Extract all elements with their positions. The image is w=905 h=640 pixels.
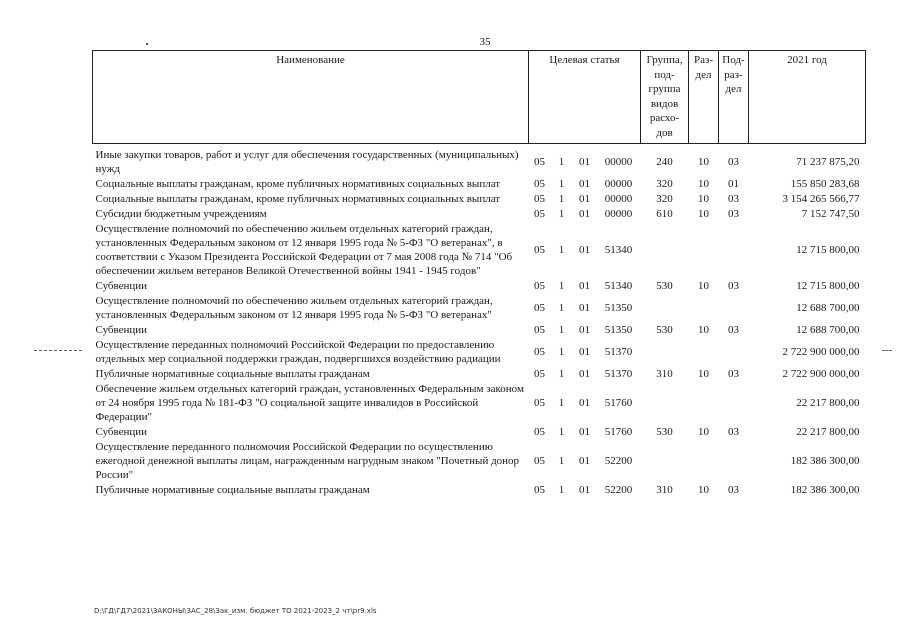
row-expense-group <box>641 293 689 322</box>
row-amount: 12 688 700,00 <box>796 301 860 314</box>
row-code-main-activity: 01 <box>579 207 590 220</box>
table-row <box>93 147 866 176</box>
row-amount: 12 715 800,00 <box>796 243 860 256</box>
row-expense-group: 320 <box>656 192 673 205</box>
row-subsection <box>719 221 749 278</box>
table-row <box>93 439 866 482</box>
header-target-article: Целевая статья <box>529 51 641 144</box>
table-row <box>93 278 866 293</box>
row-subsection: 03 <box>728 192 739 205</box>
row-code-main-activity: 01 <box>579 425 590 438</box>
row-code-direction: 51760 <box>604 425 633 438</box>
row-expense-group: 320 <box>656 177 673 190</box>
row-name: Социальные выплаты гражданам, кроме публичных нормативных социальных выплат <box>95 192 501 205</box>
row-code-main-activity: 01 <box>579 396 590 409</box>
row-expense-group: 310 <box>656 367 673 380</box>
row-code-direction: 00000 <box>604 155 633 168</box>
row-code-main-activity: 01 <box>579 279 590 292</box>
row-name: Иные закупки товаров, работ и услуг для обеспечения государственных (муниципальных) нужд <box>95 148 519 175</box>
row-subsection <box>719 293 749 322</box>
row-code-direction: 51370 <box>604 345 633 358</box>
budget-table <box>92 50 866 497</box>
row-code-program: 05 <box>534 301 545 314</box>
row-amount: 2 722 900 000,00 <box>782 367 860 380</box>
row-code-main-activity: 01 <box>579 155 590 168</box>
row-code-subprogram: 1 <box>558 483 565 496</box>
row-expense-group <box>641 221 689 278</box>
row-subsection: 03 <box>728 155 739 168</box>
row-subsection <box>719 337 749 366</box>
row-code-subprogram: 1 <box>558 301 565 314</box>
file-path-footer: D:\ГД\ГД7\2021\ЗАКОНЫ\ЗАС_28\Зак_изм. бюджет ТО 2021-2023_2 чт\pr9.xls <box>94 607 377 615</box>
row-code-main-activity: 01 <box>579 192 590 205</box>
row-code-subprogram: 1 <box>558 192 565 205</box>
row-code-direction: 51350 <box>604 301 633 314</box>
row-code-direction: 51350 <box>604 323 633 336</box>
row-expense-group: 240 <box>656 155 673 168</box>
page-number: 35 <box>479 36 491 48</box>
row-subsection: 03 <box>728 483 739 496</box>
row-code-program: 05 <box>534 367 545 380</box>
row-amount: 182 386 300,00 <box>790 483 860 496</box>
row-name: Осуществление переданного полномочия Российской Федерации по осуществлению ежегодной денежной выплаты лицам, награжденным нагрудным знаком "Почетный донор России" <box>95 440 520 481</box>
table-row <box>93 206 866 221</box>
row-name: Субсидии бюджетным учреждениям <box>95 207 267 220</box>
row-expense-group: 530 <box>656 279 673 292</box>
row-section: 10 <box>698 177 709 190</box>
row-section <box>689 381 719 424</box>
row-code-program: 05 <box>534 396 545 409</box>
row-name: Осуществление полномочий по обеспечению жильем отдельных категорий граждан, установленных Федеральным законом от 12 января 1995 года № 5-ФЗ "О ветеранах", в соответствии с Указом Президента Российской Федерации от 7 мая 2008 года № 714 "Об обеспечении жильем ветеранов Великой Отечественной войны 1941 - 1945 годов" <box>95 222 513 277</box>
row-code-main-activity: 01 <box>579 483 590 496</box>
row-code-direction: 00000 <box>604 207 633 220</box>
row-code-main-activity: 01 <box>579 323 590 336</box>
row-amount: 22 217 800,00 <box>796 425 860 438</box>
row-amount: 7 152 747,50 <box>801 207 860 220</box>
row-name: Социальные выплаты гражданам, кроме публичных нормативных социальных выплат <box>95 177 501 190</box>
row-section <box>689 221 719 278</box>
row-subsection: 03 <box>728 425 739 438</box>
row-name: Субвенции <box>95 323 148 336</box>
row-expense-group <box>641 337 689 366</box>
row-amount: 3 154 265 566,77 <box>782 192 860 205</box>
row-code-direction: 51760 <box>604 396 633 409</box>
row-amount: 22 217 800,00 <box>796 396 860 409</box>
row-section: 10 <box>698 207 709 220</box>
table-header <box>93 51 866 144</box>
row-amount: 155 850 283,68 <box>790 177 860 190</box>
table-row <box>93 293 866 322</box>
table-row <box>93 482 866 497</box>
row-subsection: 03 <box>728 323 739 336</box>
row-code-subprogram: 1 <box>558 243 565 256</box>
row-name: Публичные нормативные социальные выплаты гражданам <box>95 367 370 380</box>
row-amount: 182 386 300,00 <box>790 454 860 467</box>
row-name: Обеспечение жильем отдельных категорий граждан, установленных Федеральным законом от 24 ноября 1995 года № 181-ФЗ "О социальной защите инвалидов в Российской Федерации" <box>95 382 524 423</box>
row-name: Осуществление переданных полномочий Российской Федерации по предоставлению отдельных мер социальной поддержки граждан, подвергшихся воздействию радиации <box>95 338 501 365</box>
header-year: 2021 год <box>749 51 866 144</box>
row-code-subprogram: 1 <box>558 155 565 168</box>
row-expense-group: 530 <box>656 323 673 336</box>
row-code-direction: 52200 <box>604 483 633 496</box>
table-row <box>93 424 866 439</box>
row-code-direction: 51340 <box>604 279 633 292</box>
row-name: Публичные нормативные социальные выплаты гражданам <box>95 483 370 496</box>
row-code-program: 05 <box>534 454 545 467</box>
row-section <box>689 337 719 366</box>
row-code-main-activity: 01 <box>579 367 590 380</box>
row-subsection: 01 <box>728 177 739 190</box>
row-subsection: 03 <box>728 207 739 220</box>
row-section: 10 <box>698 279 709 292</box>
row-expense-group <box>641 381 689 424</box>
row-code-program: 05 <box>534 177 545 190</box>
row-code-direction: 00000 <box>604 192 633 205</box>
row-code-main-activity: 01 <box>579 177 590 190</box>
row-code-subprogram: 1 <box>558 367 565 380</box>
row-code-direction: 51340 <box>604 243 633 256</box>
row-code-direction: 52200 <box>604 454 633 467</box>
table-row <box>93 381 866 424</box>
row-code-program: 05 <box>534 345 545 358</box>
table-row <box>93 337 866 366</box>
scan-dash-left <box>34 350 82 351</box>
row-amount: 71 237 875,20 <box>796 155 860 168</box>
row-code-direction: 51370 <box>604 367 633 380</box>
row-code-main-activity: 01 <box>579 454 590 467</box>
row-subsection <box>719 439 749 482</box>
row-code-main-activity: 01 <box>579 243 590 256</box>
row-code-subprogram: 1 <box>558 323 565 336</box>
row-expense-group: 530 <box>656 425 673 438</box>
row-code-program: 05 <box>534 425 545 438</box>
row-subsection: 03 <box>728 279 739 292</box>
table-row <box>93 191 866 206</box>
table-body <box>93 143 866 497</box>
row-section: 10 <box>698 367 709 380</box>
row-expense-group <box>641 439 689 482</box>
table-row <box>93 322 866 337</box>
header-name: Наименование <box>93 51 529 144</box>
row-code-subprogram: 1 <box>558 177 565 190</box>
row-code-program: 05 <box>534 207 545 220</box>
row-section: 10 <box>698 483 709 496</box>
row-code-subprogram: 1 <box>558 279 565 292</box>
row-amount: 2 722 900 000,00 <box>782 345 860 358</box>
row-code-subprogram: 1 <box>558 454 565 467</box>
scan-speck <box>146 43 148 45</box>
row-section: 10 <box>698 192 709 205</box>
header-group: Группа, под- группа видов расхо- дов <box>641 51 689 144</box>
table-row <box>93 221 866 278</box>
row-expense-group: 610 <box>656 207 673 220</box>
row-section: 10 <box>698 155 709 168</box>
header-section: Раз- дел <box>689 51 719 144</box>
row-section <box>689 293 719 322</box>
row-name: Субвенции <box>95 425 148 438</box>
row-name: Субвенции <box>95 279 148 292</box>
row-code-direction: 00000 <box>604 177 633 190</box>
row-code-program: 05 <box>534 155 545 168</box>
row-code-program: 05 <box>534 192 545 205</box>
header-subsection: Под- раз- дел <box>719 51 749 144</box>
row-section: 10 <box>698 323 709 336</box>
row-amount: 12 715 800,00 <box>796 279 860 292</box>
table-row <box>93 176 866 191</box>
row-section <box>689 439 719 482</box>
row-code-program: 05 <box>534 483 545 496</box>
row-code-subprogram: 1 <box>558 425 565 438</box>
row-code-main-activity: 01 <box>579 301 590 314</box>
row-code-program: 05 <box>534 323 545 336</box>
row-code-program: 05 <box>534 243 545 256</box>
table-row <box>93 366 866 381</box>
row-amount: 12 688 700,00 <box>796 323 860 336</box>
row-code-program: 05 <box>534 279 545 292</box>
row-subsection: 03 <box>728 367 739 380</box>
row-subsection <box>719 381 749 424</box>
row-name: Осуществление полномочий по обеспечению жильем отдельных категорий граждан, установленных Федеральным законом от 12 января 1995 года № 5-ФЗ "О ветеранах" <box>95 294 493 321</box>
row-code-subprogram: 1 <box>558 396 565 409</box>
scan-dash-right <box>882 350 892 351</box>
row-section: 10 <box>698 425 709 438</box>
row-code-subprogram: 1 <box>558 207 565 220</box>
row-code-main-activity: 01 <box>579 345 590 358</box>
row-code-subprogram: 1 <box>558 345 565 358</box>
row-expense-group: 310 <box>656 483 673 496</box>
